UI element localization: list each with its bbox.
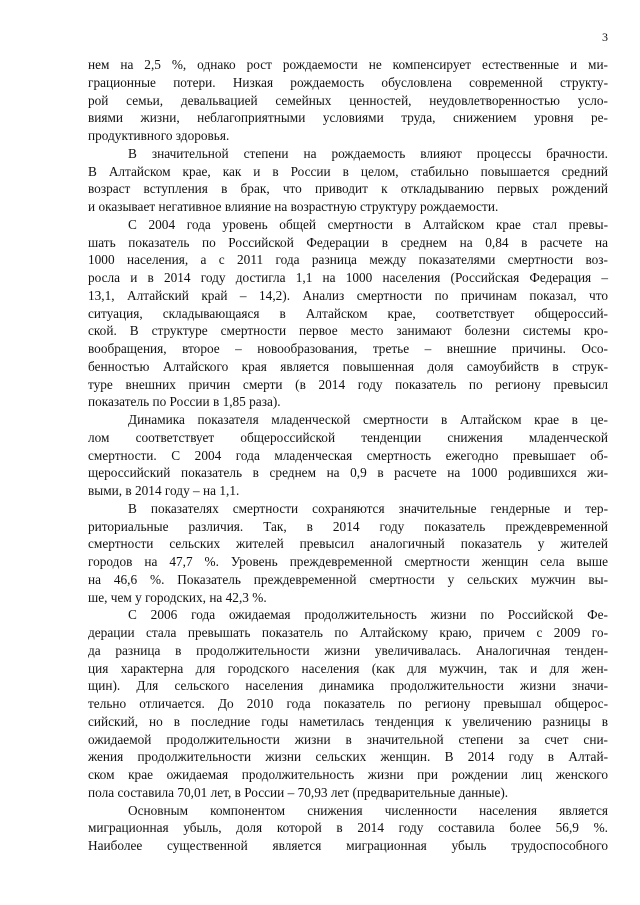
paragraph	[88, 145, 608, 216]
text-line: продуктивного здоровья.	[88, 128, 230, 143]
text-line: 13,1, Алтайский край – 14,2). Анализ смертности по причинам показал, что	[88, 287, 608, 303]
text-line: виями жизни, неблагоприятными условиями труда, снижением уровня ре-	[88, 110, 608, 126]
text-line: да разница в продолжительности жизни увеличивалась. Аналогичная тенден-	[88, 642, 608, 658]
text-line: ция характерна для городского населения (как для мужчин, так и для жен-	[88, 660, 608, 676]
text-line: на 46,6 %. Показатель преждевременной смертности у сельских мужчин вы-	[88, 571, 608, 587]
paragraph	[88, 606, 608, 801]
text-line: щероссийский показатель в среднем на 0,9 в расчете на 1000 родившихся жи-	[88, 465, 608, 481]
text-line: городов на 47,7 %. Уровень преждевременной смертности женщин села выше	[88, 554, 608, 569]
text-line: щин). Для сельского населения динамика продолжительности жизни значи-	[88, 678, 608, 694]
text-line: жения продолжительности жизни сельских женщин. В 2014 году в Алтай-	[88, 749, 608, 765]
text-line: вообращения, второе – новообразования, третье – внешние причины. Осо-	[88, 341, 608, 356]
text-line: 1000 населения, а с 2011 года разница между показателями смертности воз-	[88, 252, 608, 268]
text-line: С 2006 года ожидаемая продолжительность жизни по Российской Фе-	[128, 607, 608, 623]
text-line: рой семьи, девальвацией семейных ценностей, неудовлетворенностью усло-	[88, 92, 608, 108]
page-number: 3	[602, 30, 608, 44]
text-line: грационные потери. Низкая рождаемость обусловлена современной структу-	[88, 74, 608, 90]
text-line: ше, чем у городских, на 42,3 %.	[88, 589, 267, 605]
text-line: ской. В структуре смертности первое место занимают болезни системы кро-	[88, 323, 608, 339]
body-text	[88, 56, 608, 855]
text-line: бенностью Алтайского края является повышенная доля самоубийств в струк-	[88, 358, 608, 374]
text-line: ском крае ожидаемая продолжительность жизни при рождении лиц женского	[88, 767, 608, 782]
paragraph	[88, 56, 608, 145]
text-line: показатель по России в 1,85 раза).	[88, 394, 281, 410]
text-line: шать показатель по Российской Федерации в среднем на 0,84 в расчете на	[88, 234, 608, 250]
paragraph	[88, 216, 608, 411]
text-line: ситуация, складывающаяся в Алтайском крае, соответствует общероссий-	[88, 305, 608, 321]
paragraph	[88, 500, 608, 607]
paragraph	[88, 411, 608, 500]
text-line: В Алтайском крае, как и в России в целом, стабильно повышается средний	[88, 163, 608, 179]
text-line: пола составила 70,01 лет, в России – 70,93 лет (предварительные данные).	[88, 784, 509, 800]
paragraph	[88, 802, 608, 855]
text-line: В показателях смертности сохраняются значительные гендерные и тер-	[128, 500, 608, 516]
text-line: дерации стала превышать показатель по Алтайскому краю, причем с 2009 го-	[88, 625, 608, 640]
text-line: Наиболее существенной является миграционная убыль трудоспособного	[88, 838, 608, 853]
text-line: смертности. С 2004 года младенческая смертность ежегодно превышает об-	[88, 447, 608, 463]
text-line: и оказывает негативное влияние на возрастную структуру рождаемости.	[88, 199, 499, 214]
text-line: нем на 2,5 %, однако рост рождаемости не компенсирует естественные и ми-	[88, 57, 608, 72]
text-line: Основным компонентом снижения численности населения является	[128, 802, 608, 818]
text-line: миграционная убыль, доля которой в 2014 году составила более 56,9 %.	[88, 820, 608, 836]
text-line: ожидаемой продолжительности жизни в значительной степени за счет сни-	[88, 731, 608, 747]
text-line: тельно отличается. До 2010 года показатель по региону превышал общерос-	[88, 696, 608, 711]
text-line: смертности сельских жителей превысил аналогичный показатель у жителей	[88, 536, 608, 552]
text-line: сийский, но в последние годы наметилась тенденция к увеличению разницы в	[88, 713, 608, 729]
text-line: С 2004 года уровень общей смертности в Алтайском крае стал превы-	[128, 216, 608, 232]
text-line: риториальные различия. Так, в 2014 году показатель преждевременной	[88, 518, 608, 534]
text-line: росла и в 2014 году достигла 1,1 на 1000 населения (Российская Федерация –	[88, 270, 608, 285]
text-line: туре внешних причин смерти (в 2014 году показатель по региону превысил	[88, 376, 608, 392]
text-line: лом соответствует общероссийской тенденции снижения младенческой	[88, 429, 608, 445]
text-line: Динамика показателя младенческой смертности в Алтайском крае в це-	[128, 412, 608, 427]
text-line: В значительной степени на рождаемость влияют процессы брачности.	[128, 145, 608, 161]
text-line: возраст вступления в брак, что приводит к откладыванию первых рождений	[88, 181, 608, 197]
text-line: выми, в 2014 году – на 1,1.	[88, 483, 240, 498]
